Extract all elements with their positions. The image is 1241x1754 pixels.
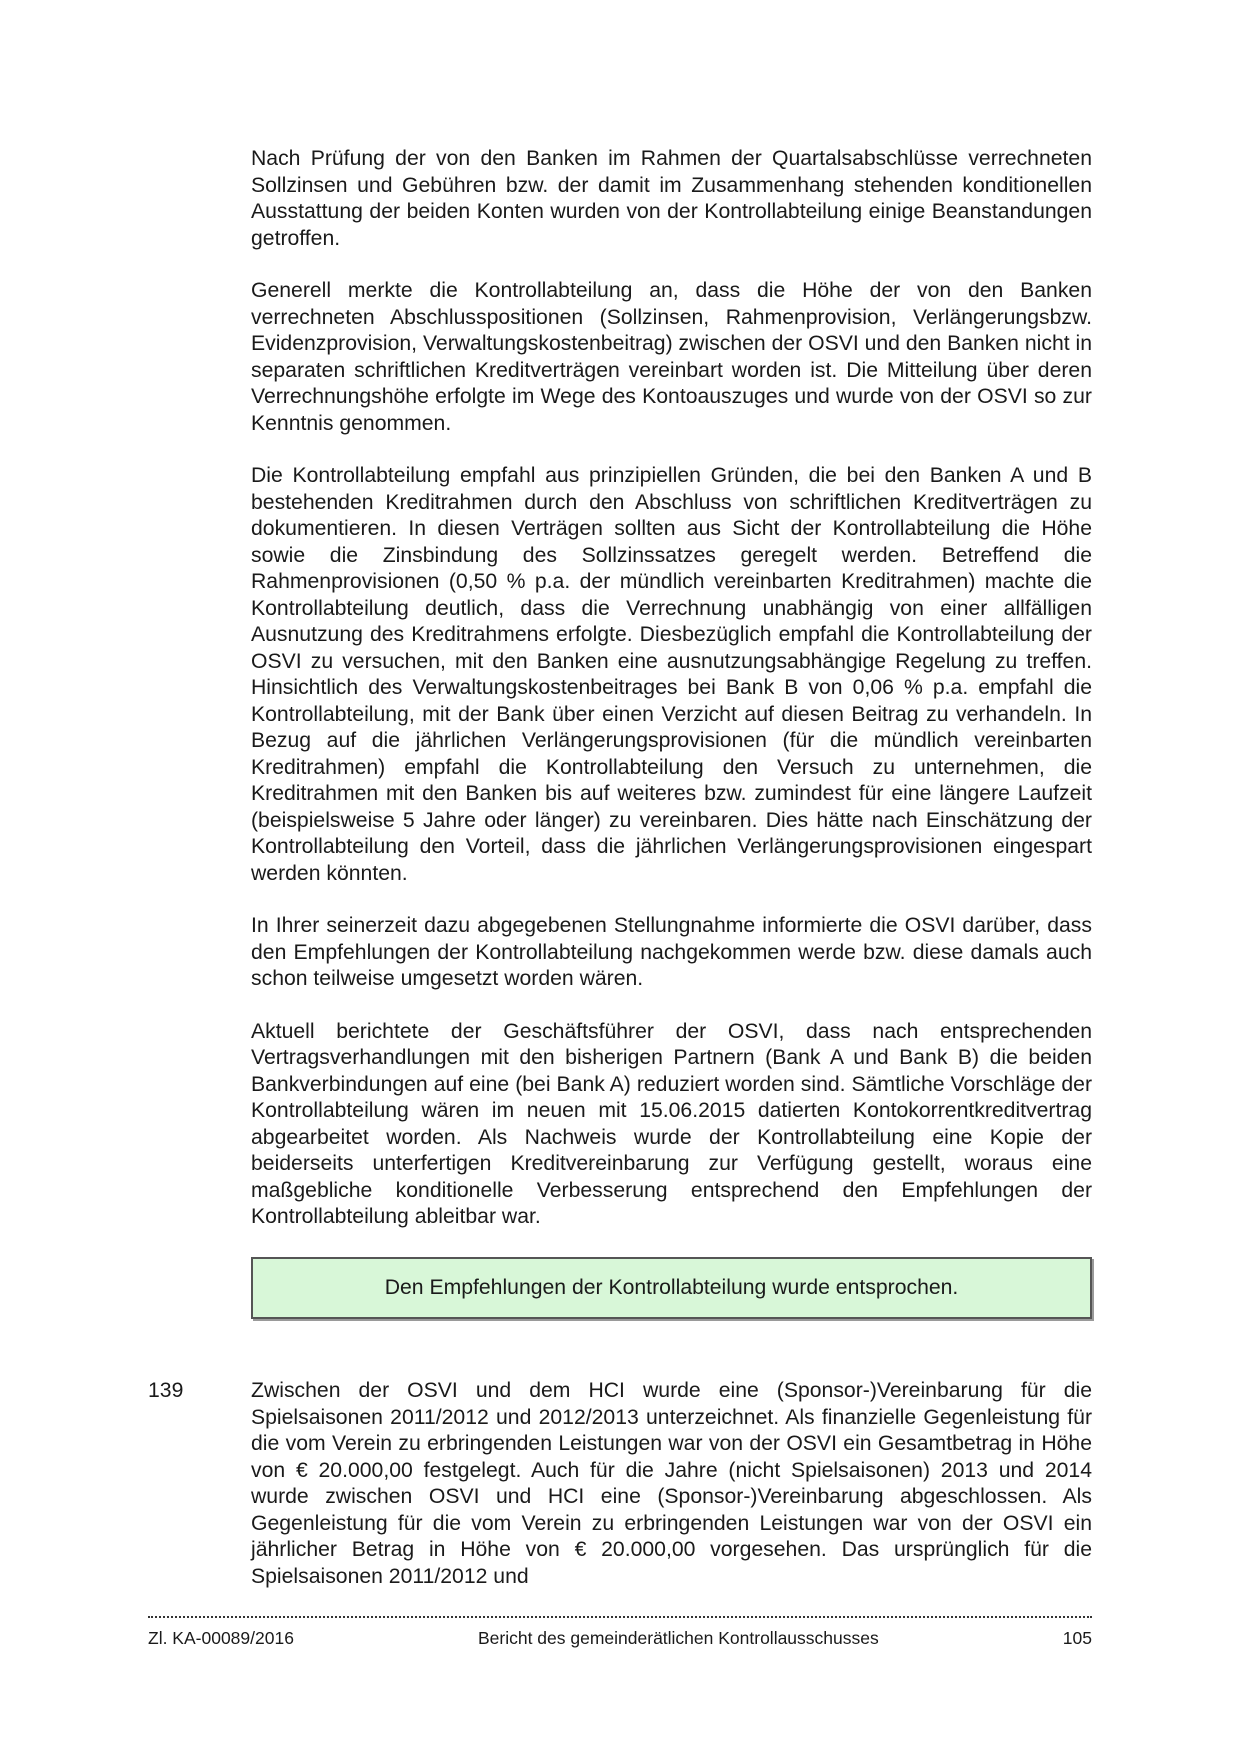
paragraph-2: Generell merkte die Kontrollabteilung an, dass die Höhe der von den Banken verrechneten Abschlusspositionen (Sollzinsen, Rahmenprovision, Verlängerungsbzw. Evidenzprovision, Verwaltungskostenbeitrag) zwischen der OSVI und den Banken nicht in separaten schriftlichen Kreditverträgen vereinbart worden ist. Die Mitteilung über deren Verrechnungshöhe erfolgte im Wege des Kontoauszuges und wurde von der OSVI so zur Kenntnis genommen. (251, 279, 1092, 435)
footer-reference: Zl. KA-00089/2016 (148, 1628, 294, 1648)
page-footer (148, 1627, 1092, 1649)
main-text-column (251, 146, 1092, 1319)
paragraph-number: 139 (148, 1379, 184, 1402)
recommendation-status-text: Den Empfehlungen der Kontrollabteilung wurde entsprochen. (384, 1275, 959, 1299)
recommendation-status-box (251, 1257, 1092, 1319)
paragraph-5: Aktuell berichtete der Geschäftsführer der OSVI, dass nach entsprechenden Vertragsverhandlungen mit den bisherigen Partnern (Bank A und Bank B) die beiden Bankverbindungen auf eine (bei Bank A) reduziert worden sind. Sämtliche Vorschläge der Kontrollabteilung wären im neuen mit 15.06.2015 datierten Kontokorrentkreditvertrag abgearbeitet worden. Als Nachweis wurde der Kontrollabteilung eine Kopie der beiderseits unterfertigen Kreditvereinbarung zur Verfügung gestellt, woraus eine maßgebliche konditionelle Verbesserung entsprechend den Empfehlungen der Kontrollabteilung ableitbar war. (251, 1019, 1092, 1228)
paragraph-1: Nach Prüfung der von den Banken im Rahmen der Quartalsabschlüsse verrechneten Sollzinsen und Gebühren bzw. der damit im Zusammenhang stehenden konditionellen Ausstattung der beiden Konten wurden von der Kontrollabteilung einige Beanstandungen getroffen. (251, 147, 1092, 250)
footer-page-number: 105 (1062, 1628, 1092, 1648)
footer-report-title: Bericht des gemeinderätlichen Kontrollausschusses (477, 1628, 879, 1648)
paragraph-4: In Ihrer seinerzeit dazu abgegebenen Stellungnahme informierte die OSVI darüber, dass den Empfehlungen der Kontrollabteilung nachgekommen werde bzw. diese damals auch schon teilweise umgesetzt worden wären. (251, 914, 1092, 990)
numbered-paragraph-text: Zwischen der OSVI und dem HCI wurde eine (Sponsor-)Vereinbarung für die Spielsaisonen 2011/2012 und 2012/2013 unterzeichnet. Als finanzielle Gegenleistung für die vom Verein zu erbringenden Leistungen war von der OSVI ein Gesamtbetrag in Höhe von € 20.000,00 festgelegt. Auch für die Jahre (nicht Spielsaisonen) 2013 und 2014 wurde zwischen OSVI und HCI eine (Sponsor-)Vereinbarung abgeschlossen. Als Gegenleistung für die vom Verein zu erbringenden Leistungen war von der OSVI ein jährlicher Betrag in Höhe von € 20.000,00 vorgesehen. Das ursprünglich für die Spielsaisonen 2011/2012 und (251, 1379, 1092, 1588)
paragraph-3: Die Kontrollabteilung empfahl aus prinzipiellen Gründen, die bei den Banken A und B bestehenden Kreditrahmen durch den Abschluss von schriftlichen Kreditverträgen zu dokumentieren. In diesen Verträgen sollten aus Sicht der Kontrollabteilung die Höhe sowie die Zinsbindung des Sollzinssatzes geregelt werden. Betreffend die Rahmenprovisionen (0,50 % p.a. der mündlich vereinbarten Kreditrahmen) machte die Kontrollabteilung deutlich, dass die Verrechnung unabhängig von einer allfälligen Ausnutzung des Kreditrahmens erfolgte. Diesbezüglich empfahl die Kontrollabteilung der OSVI zu versuchen, mit den Banken eine ausnutzungsabhängige Regelung zu treffen. Hinsichtlich des Verwaltungskostenbeitrages bei Bank B von 0,06 % p.a. empfahl die Kontrollabteilung, mit der Bank über einen Verzicht auf diesen Beitrag zu verhandeln. In Bezug auf die jährlichen Verlängerungsprovisionen (für die mündlich vereinbarten Kreditrahmen) empfahl die Kontrollabteilung den Versuch zu unternehmen, die Kreditrahmen mit den Banken bis auf weiteres bzw. zumindest für eine längere Laufzeit (beispielsweise 5 Jahre oder länger) zu vereinbaren. Dies hätte nach Einschätzung der Kontrollabteilung den Vorteil, dass die jährlichen Verlängerungsprovisionen eingespart werden könnten. (251, 464, 1092, 885)
footer-divider (148, 1616, 1092, 1618)
